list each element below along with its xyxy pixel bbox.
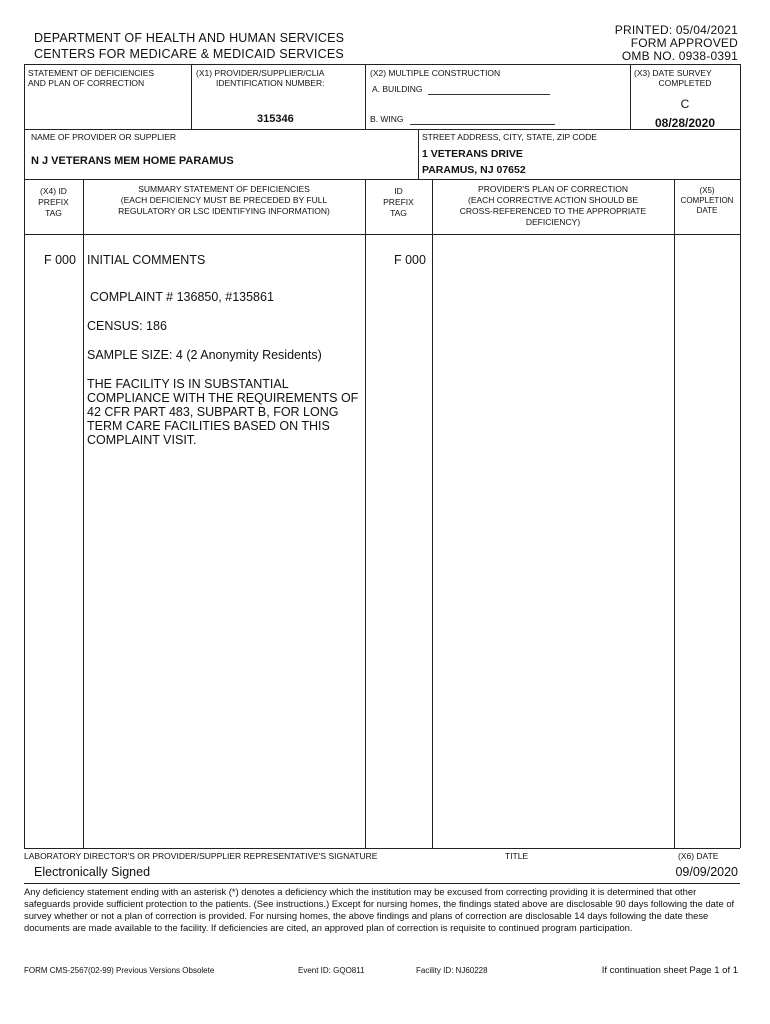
id-prefix-header: ID [394, 186, 403, 196]
left-border [24, 64, 25, 848]
tag-left: F 000 [44, 253, 76, 267]
col-divider-4 [674, 179, 675, 848]
disclaimer-text: Any deficiency statement ending with an asterisk (*) denotes a deficiency which the institution may be excused from correcting providing it is determined that other safeguards provide sufficient protection to the patients. (See instructions.) Except for nursing homes, the findings stated above are disclosable 90 days following the date of survey whether or not a plan of correction is provided. For nursing homes, the above findings and plans of correction are disclosable 14 days following the date these documents are made available to the facility. If deficiencies are cited, an approved plan of correction is requisite to continued program participation. [24, 886, 735, 933]
survey-date: 08/28/2020 [654, 116, 716, 130]
plan-header: PROVIDER'S PLAN OF CORRECTION [478, 184, 628, 194]
address-line-1: 1 VETERANS DRIVE [422, 148, 523, 160]
col-divider-1 [83, 179, 84, 848]
statement-label-2: AND PLAN OF CORRECTION [28, 78, 145, 88]
x3-label: (X3) DATE SURVEY [634, 68, 712, 78]
x2-label: (X2) MULTIPLE CONSTRUCTION [370, 68, 501, 78]
col-divider-3 [432, 179, 433, 848]
x4-label: (X4) ID [40, 186, 67, 196]
x3-label-2: COMPLETED [658, 78, 712, 88]
top-border [24, 64, 740, 65]
address-line-2: PARAMUS, NJ 07652 [422, 164, 526, 176]
survey-code: C [680, 97, 690, 111]
omb-number: OMB NO. 0938-0391 [621, 49, 738, 63]
statement-label: STATEMENT OF DEFICIENCIES [28, 68, 155, 78]
completion-header: (X5) [699, 186, 715, 195]
address-label: STREET ADDRESS, CITY, STATE, ZIP CODE [422, 132, 597, 142]
entry-heading: INITIAL COMMENTS [87, 253, 206, 267]
x1-label-2: IDENTIFICATION NUMBER: [216, 78, 325, 88]
printed-date: PRINTED: 05/04/2021 [614, 23, 738, 37]
form-approved: FORM APPROVED [630, 36, 738, 50]
signature-date: 09/09/2020 [675, 865, 738, 879]
wing-label: B. WING [370, 114, 404, 124]
summary-header: SUMMARY STATEMENT OF DEFICIENCIES [138, 184, 310, 194]
right-border [740, 64, 741, 848]
sample-size: SAMPLE SIZE: 4 (2 Anonymity Residents) [87, 348, 322, 362]
census: CENSUS: 186 [87, 319, 167, 333]
building-field-line [428, 94, 550, 95]
page-number: If continuation sheet Page 1 of 1 [601, 965, 738, 976]
signature-value: Electronically Signed [34, 865, 151, 879]
facility-id: Facility ID: NJ60228 [416, 966, 488, 975]
provider-id-number: 315346 [257, 113, 294, 125]
event-id: Event ID: GQO811 [298, 966, 365, 975]
signature-label: LABORATORY DIRECTOR'S OR PROVIDER/SUPPLIER REPRESENTATIVE'S SIGNATURE [24, 851, 378, 861]
tag-right: F 000 [394, 253, 426, 267]
col-divider-2 [365, 179, 366, 848]
wing-field-line [410, 124, 555, 125]
provider-name-label: NAME OF PROVIDER OR SUPPLIER [31, 132, 176, 142]
centers-line: CENTERS FOR MEDICARE & MEDICAID SERVICES [34, 47, 344, 61]
department-line: DEPARTMENT OF HEALTH AND HUMAN SERVICES [34, 31, 345, 45]
signature-date-label: (X6) DATE [678, 851, 719, 861]
compliance-finding: THE FACILITY IS IN SUBSTANTIAL COMPLIANCE WITH THE REQUIREMENTS OF 42 CFR PART 483, SUBPART B, FOR LONG TERM CARE FACILITIES BASED ON THIS COMPLAINT VISIT. [87, 377, 359, 447]
complaint-numbers: COMPLAINT # 136850, #135861 [90, 290, 274, 304]
provider-name: N J VETERANS MEM HOME PARAMUS [31, 155, 234, 167]
title-label: TITLE [505, 851, 529, 861]
form-number: FORM CMS-2567(02-99) Previous Versions Obsolete [24, 966, 215, 975]
building-label: A. BUILDING [372, 84, 423, 94]
x1-label: (X1) PROVIDER/SUPPLIER/CLIA [196, 68, 325, 78]
